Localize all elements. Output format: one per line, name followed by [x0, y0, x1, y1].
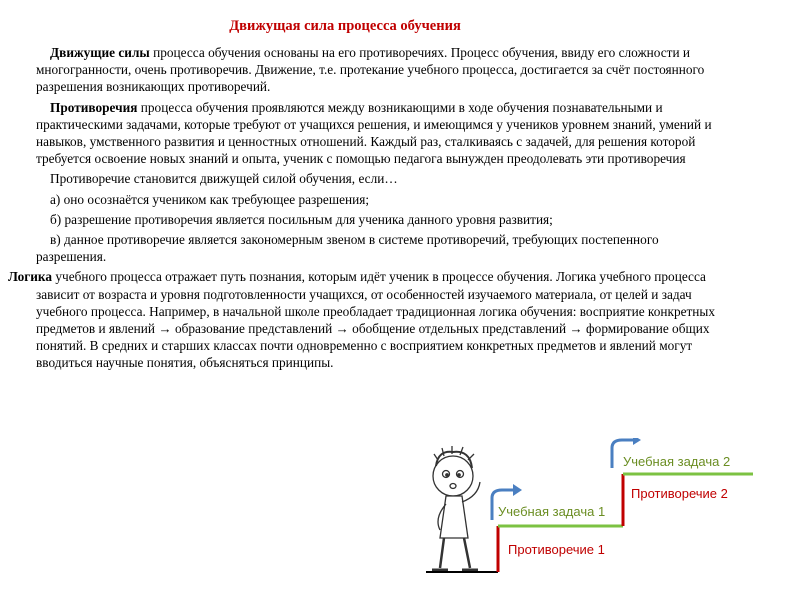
steps-figure [418, 438, 758, 578]
condition-b: б) разрешение противоречия является посильным для ученика данного уровня развития; [50, 211, 553, 227]
student-cartoon-icon [432, 446, 480, 570]
task-2-label: Учебная задача 2 [623, 454, 731, 469]
paragraph-condition: Противоречие становится движущей силой обучения, если… [50, 171, 398, 187]
term-logic: Логика [8, 269, 53, 285]
condition-c: в) данное противоречие является закономерным звеном в системе противоречий, требующих постепенного разрешения. [36, 232, 659, 265]
body-text [8, 44, 726, 375]
term-driving-forces: Движущие силы [50, 45, 150, 60]
paragraph-contradictions [36, 99, 726, 168]
term-contradictions: Противоречия [50, 99, 138, 115]
page-title: Движущая сила процесса обучения [229, 18, 461, 34]
paragraph-logic [8, 268, 726, 371]
task-1-label: Учебная задача 1 [498, 504, 606, 519]
contradiction-2-label: Противоречие 2 [631, 486, 728, 501]
paragraph-text: процесса обучения основаны на его противоречиях. Процесс обучения, ввиду его сложности и многогранности, очень противоречив. Движение, т.е. протекание учебного процесса, достигается за счёт постоянного разрешения возникающих противоречий. [36, 45, 705, 95]
paragraph-text: учебного процесса отражает путь познания, которым идёт ученик в процессе обучения. Логика учебного процесса зависит от возраста и уровня подготовленности учащихся, от особенностей изучаемого материала, от целей и задач учебного процесса. Например, в начальной школе преобладает традиционная логика обучения: восприятие конкретных предметов и явлений → образование представлений → обобщение отдельных представлений → формирование общих понятий. В средних и старших классах почти одновременно с восприятием конкретных предметов и явлений могут вводиться научные понятия, объясняться принципы. [36, 269, 716, 371]
paragraph-driving-forces [36, 44, 726, 96]
paragraph-text: процесса обучения проявляются между возникающими в ходе обучения познавательными и практическими задачами, которые требуют от учащихся решения, и имеющимся у учеников уровнем знаний, умений и навыков, умственного развития и ценностных отношений. Каждый раз, сталкиваясь с задачей, для решения которой требуется освоение новых знаний и опыта, ученик с помощью педагога вынужден преодолевать эти противоречия [36, 99, 712, 167]
condition-a: а) оно осознаётся учеником как требующее разрешения; [50, 191, 370, 207]
contradiction-1-label: Противоречие 1 [508, 542, 605, 557]
